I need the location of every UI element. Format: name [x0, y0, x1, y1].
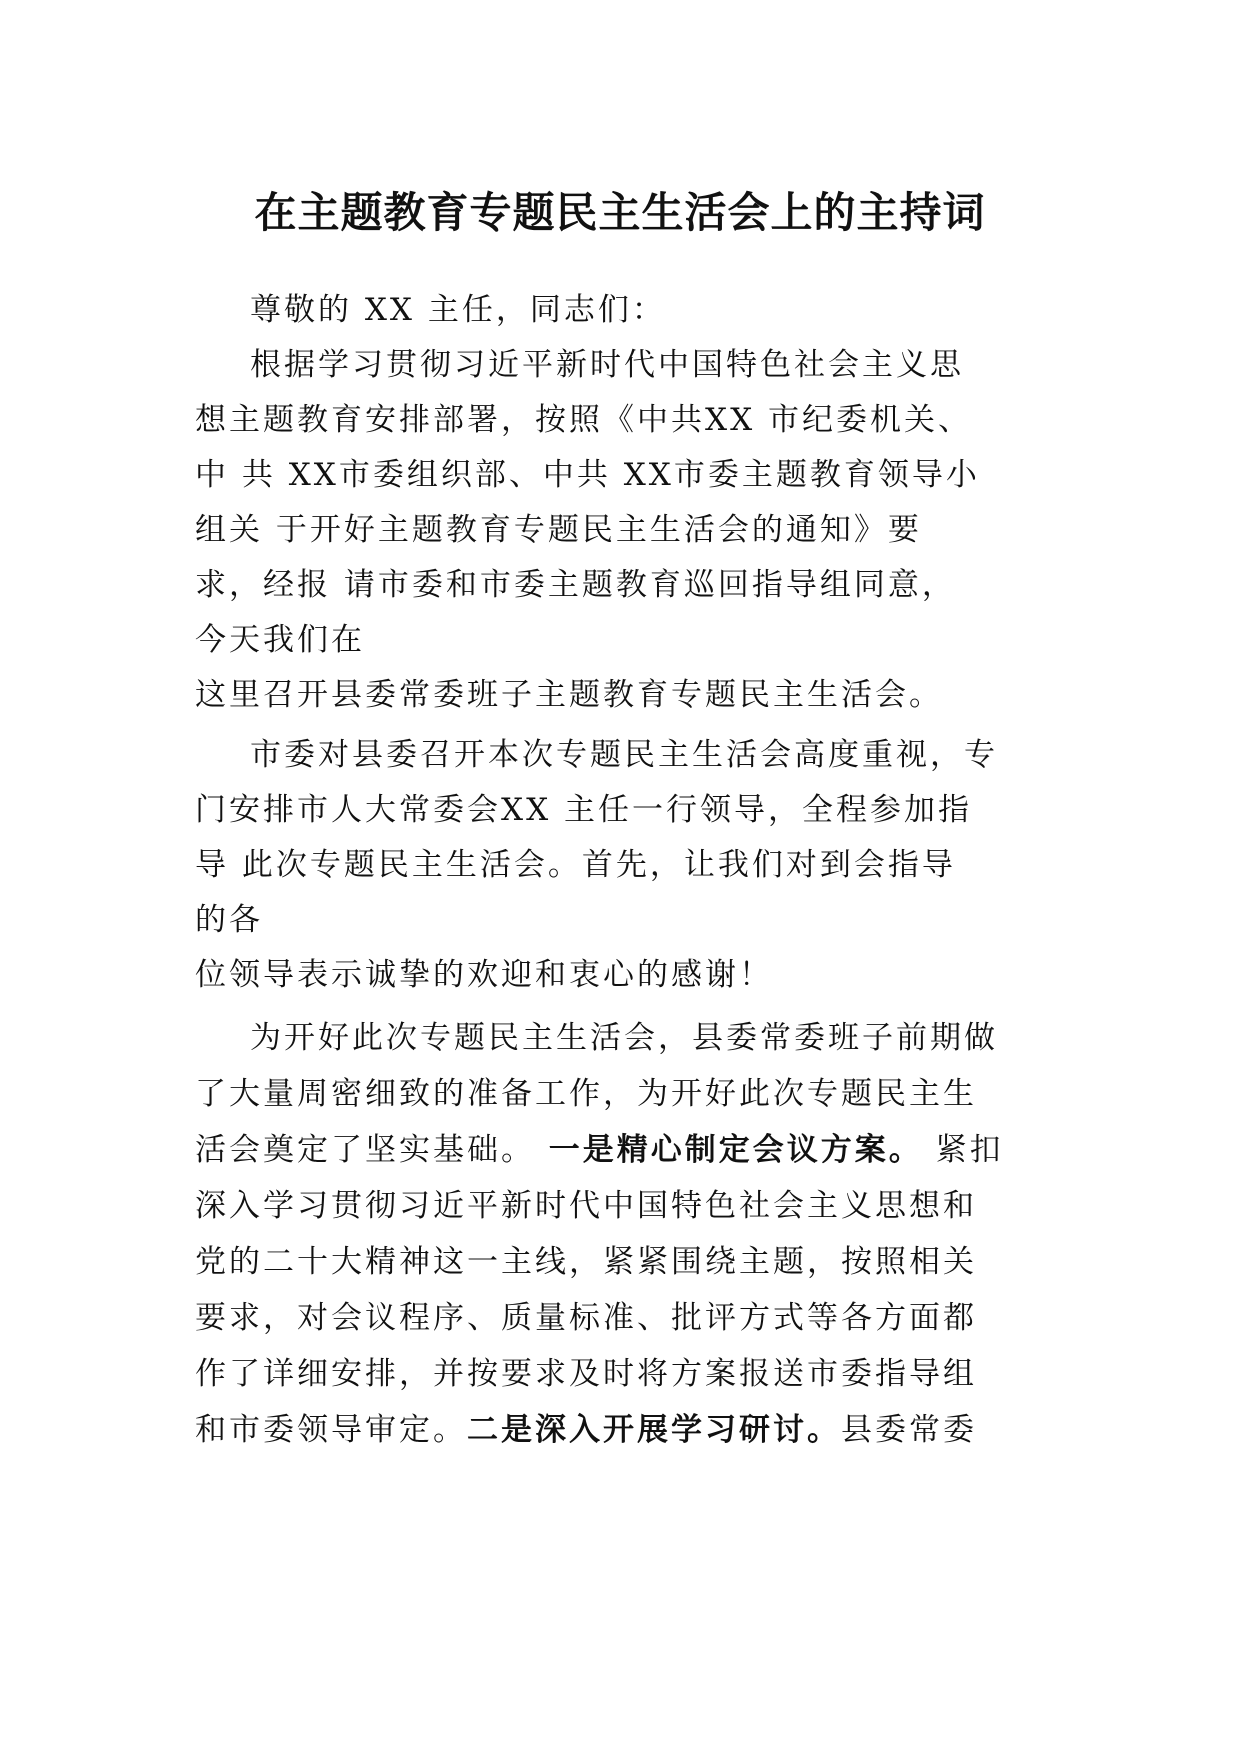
- paragraph-1-line: 求，经报 请市委和市委主题教育巡回指导组同意，: [195, 567, 956, 603]
- document-title: 在主题教育专题民主生活会上的主持词: [254, 188, 986, 237]
- paragraph-3-line: 了大量周密细致的准备工作，为开好此次专题民主生: [195, 1076, 977, 1112]
- paragraph-3-line: 深入学习贯彻习近平新时代中国特色社会主义思想和: [195, 1188, 977, 1224]
- paragraph-3-line: [195, 1410, 977, 1450]
- paragraph-2-line: 门安排市人大常委会XX 主任一行领导，全程参加指: [195, 792, 972, 828]
- paragraph-1-line: 今天我们在: [195, 622, 365, 658]
- paragraph-1-line: 中 共 XX市委组织部、中共 XX市委主题教育领导小: [195, 457, 980, 493]
- paragraph-3-line: 为开好此次专题民主生活会，县委常委班子前期做: [250, 1020, 998, 1056]
- bold-heading: 一是精心制定会议方案。: [535, 1132, 923, 1168]
- paragraph-2-line: 市委对县委召开本次专题民主生活会高度重视，专: [250, 737, 998, 773]
- paragraph-3-line: 作了详细安排，并按要求及时将方案报送市委指导组: [195, 1356, 977, 1392]
- paragraph-1-line: 想主题教育安排部署，按照《中共XX 市纪委机关、: [195, 402, 972, 438]
- line-text: 县委常委: [841, 1412, 977, 1448]
- paragraph-3-line: 要求，对会议程序、质量标准、批评方式等各方面都: [195, 1300, 977, 1336]
- paragraph-2-line: 的各: [195, 902, 263, 938]
- line-text: 和市委领导审定。: [195, 1412, 467, 1448]
- paragraph-1-line: 组关 于开好主题教育专题民主生活会的通知》要: [195, 512, 922, 548]
- paragraph-3-line: 党的二十大精神这一主线，紧紧围绕主题，按照相关: [195, 1244, 977, 1280]
- paragraph-1-line: 根据学习贯彻习近平新时代中国特色社会主义思: [250, 347, 964, 383]
- line-text: 活会奠定了坚实基础。: [195, 1132, 535, 1168]
- paragraph-2-line: 位领导表示诚挚的欢迎和衷心的感谢！: [195, 957, 773, 993]
- paragraph-2-line: 导 此次专题民主生活会。首先，让我们对到会指导: [195, 847, 956, 883]
- bold-heading: 二是深入开展学习研讨。: [467, 1412, 841, 1448]
- line-text: 紧扣: [922, 1132, 1004, 1168]
- paragraph-3-line: [195, 1130, 1004, 1170]
- salutation: 尊敬的 XX 主任，同志们：: [250, 292, 666, 328]
- paragraph-1-line: 这里召开县委常委班子主题教育专题民主生活会。: [195, 677, 943, 713]
